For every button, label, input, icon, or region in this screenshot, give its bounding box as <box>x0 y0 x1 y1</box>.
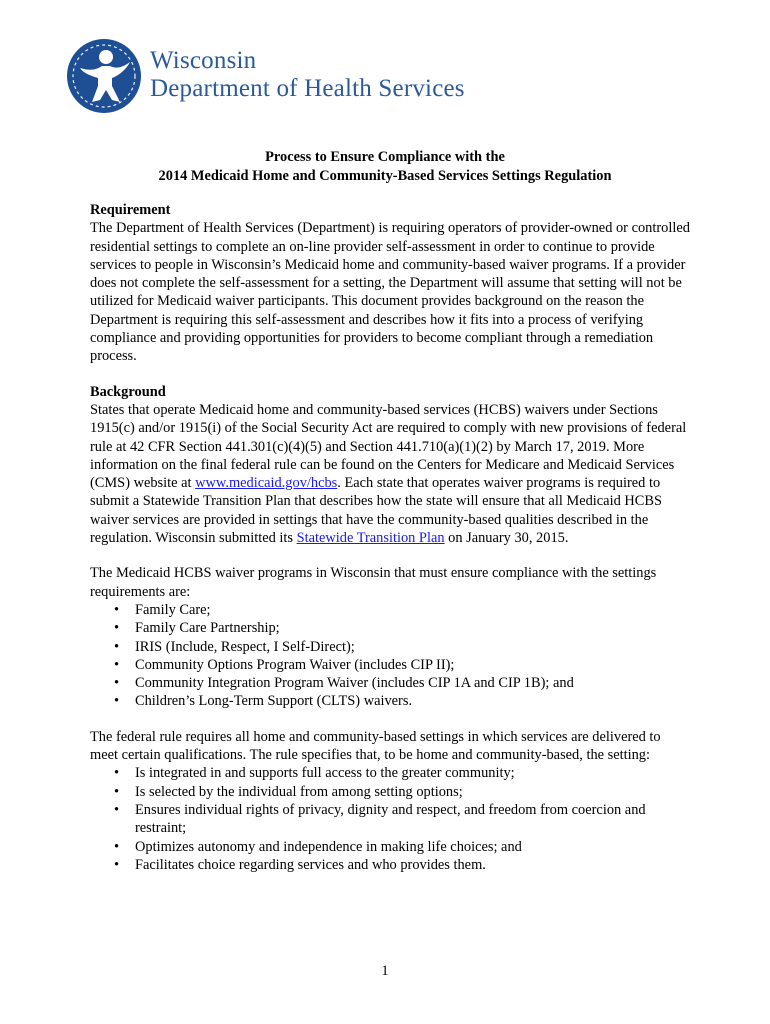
organization-name <box>150 48 465 101</box>
rule-list <box>90 764 690 874</box>
title-line2: 2014 Medicaid Home and Community-Based Services Settings Regulation <box>158 168 612 184</box>
org-name-line1: Wisconsin <box>150 47 257 74</box>
background-text-3: on January 30, 2015. <box>444 530 569 547</box>
background-text-2: . Each state that operates waiver programs is required to submit a Statewide Transition Plan that describes how the state will ensure that all Medicaid HCBS waiver services are provided in settings that have the community-based qualities described in the regulation. Wisconsin submitted its <box>90 475 662 547</box>
programs-intro: The Medicaid HCBS waiver programs in Wisconsin that must ensure compliance with the settings requirements are: <box>90 565 657 600</box>
list-item: • Ensures individual rights of privacy, dignity and respect, and freedom from coercion and restraint; <box>90 801 690 838</box>
document-title <box>0 148 770 186</box>
list-item: • Optimizes autonomy and independence in making life choices; and <box>90 838 690 856</box>
list-item: • Facilitates choice regarding services and who provides them. <box>90 856 690 874</box>
requirement-heading: Requirement <box>90 202 171 218</box>
list-item: • Children’s Long-Term Support (CLTS) waivers. <box>90 692 690 710</box>
statewide-transition-plan-link[interactable]: Statewide Transition Plan <box>296 530 445 547</box>
programs-list <box>90 601 690 711</box>
requirement-paragraph: The Department of Health Services (Department) is requiring operators of provider-owned or controlled residential settings to complete an on-line provider self-assessment in order to continue to provide services to people in Wisconsin’s Medicaid home and community-based waiver programs. If a provider does not complete the self-assessment for a setting, the Department will assume that setting will not be utilized for Medicaid waiver participants. This document provides background on the reason the Department is requiring this self-assessment and describes how it fits into a process of verifying compliance and providing opportunities for providers to become compliant through a remediation process. <box>90 220 690 365</box>
list-item: • Is integrated in and supports full access to the greater community; <box>90 764 690 782</box>
list-item: • Family Care Partnership; <box>90 619 690 637</box>
wisconsin-dhs-logo-icon <box>66 38 142 114</box>
background-paragraph <box>90 401 690 547</box>
org-name-line2: Department of Health Services <box>150 75 465 102</box>
list-item: • Community Options Program Waiver (includes CIP II); <box>90 656 690 674</box>
title-line1: Process to Ensure Compliance with the <box>265 149 505 165</box>
document-body <box>90 201 690 874</box>
page-number: 1 <box>381 963 389 979</box>
cms-hcbs-link[interactable]: www.medicaid.gov/hcbs <box>195 475 338 492</box>
rule-intro: The federal rule requires all home and community-based settings in which services are delivered to meet certain qualifications. The rule specifies that, to be home and community-based, the setting: <box>90 728 661 764</box>
background-heading: Background <box>90 383 166 400</box>
list-item: • Family Care; <box>90 601 690 619</box>
list-item: • IRIS (Include, Respect, I Self-Direct); <box>90 638 690 656</box>
background-text-1: States that operate Medicaid home and community-based services (HCBS) waivers under Sections 1915(c) and/or 1915(i) of the Social Security Act are required to comply with new provisions of federal rule at 42 CFR Section 441.301(c)(4)(5) and Section 441.710(a)(1)(2) by March 17, 2019. More information on the final federal rule can be found on the Centers for Medicare and Medicaid Services (CMS) website at <box>90 401 687 492</box>
list-item: • Community Integration Program Waiver (includes CIP 1A and CIP 1B); and <box>90 674 690 692</box>
list-item: • Is selected by the individual from among setting options; <box>90 783 690 801</box>
